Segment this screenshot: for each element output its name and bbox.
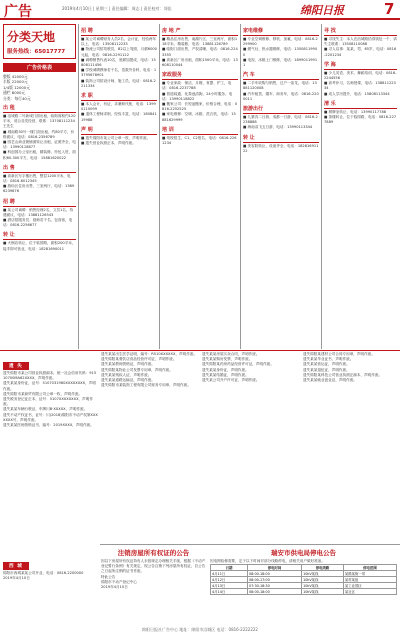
classified-ad: ■ 酒店招服务员、厨师若干名，包食宿，电话：0816-2256677 [3, 218, 73, 228]
classified-ad: ■ 遗失营业执照正本，声明作废。 [81, 141, 136, 146]
classified-ad: ■ 园艺山商业街铺面转让出租，证照齐全，电话：13990118877 [3, 140, 76, 150]
notice-entry: 遗失某某购房发票，声明作废。 [202, 357, 253, 362]
table-cell: 07:30-18:30 [247, 583, 301, 589]
category-header: 招 聘 [3, 198, 76, 207]
column-1 [3, 24, 76, 349]
divider [78, 24, 79, 349]
category-header: 清 乐 [324, 100, 397, 109]
classified-ad: ■ 高新区厂房出租，面积1500平米，电话：13608110044 [162, 57, 238, 68]
category-label: 西 城 [3, 562, 29, 570]
promo-line: 半版 22000元 [3, 79, 28, 85]
table-row [211, 589, 397, 595]
promo-line: 分类：每行40元 [3, 95, 31, 101]
classified-ad: ■ 电视、冰箱上门维修，电话：18990119911 [243, 57, 318, 68]
classified-ad: ■ 临街门面出售，产权清晰，电话：0816-2243355 [162, 47, 238, 57]
notice-entry: 遗失绵阳市某装饰工程有限公司财务专用章，声明作废。 [101, 383, 191, 388]
notice-entry: 遗失某公司开户许可证，声明作废。 [202, 378, 260, 383]
classified-ad: ■ 物流公司招驾驶员，B2以上驾照，月薪6000元起，电话：0816-2291122 [81, 47, 157, 57]
notice-title: 注销房屋所有权证的公告 [117, 549, 190, 557]
notice-line: 特此公告 [101, 574, 116, 579]
classified-ad: ■ 管道疏通、化粪池清掏，24小时服务，电话：13990118822 [162, 91, 233, 101]
notice-entry: 遗失某某出生医学证明，编号：R510XXXXXX，声明作废。 [101, 352, 198, 356]
column-3 [162, 24, 238, 349]
notice-title: 瑞安市供电局停电公告 [271, 549, 336, 557]
classified-ad: ■ 茶楼转让，位于临园路，电话：0816-2277889 [324, 115, 397, 125]
divider [159, 24, 160, 349]
category-header: 出 售 [3, 164, 76, 173]
promo-list [3, 74, 76, 101]
brand-box [3, 24, 76, 59]
promo-line: 1/4版 12000元 [3, 84, 30, 90]
table-cell: 10kV某线 [302, 583, 344, 589]
promo-line: 通栏 8000元 [3, 90, 26, 96]
classified-ad: ■ 精品住房出售，南湖片区，三室两厅，面积118平米，精装修，电话：13881126789 [162, 37, 238, 47]
category-header: 求 职 [81, 92, 157, 101]
table-header: 停电时间 [247, 565, 301, 571]
masthead: 绵阳日报 [300, 4, 344, 17]
notice-entry: 遗失某某残疾人证，声明作废。 [101, 372, 152, 377]
column-2 [81, 24, 157, 349]
classified-ad: ■ 涪城路二号新城门面出租，临街面积约120平米，适合各类经营，联系：13708111234 王先生 [3, 114, 76, 129]
table-cell: 某工业园区 [343, 583, 396, 589]
table-cell: 4月11日 [211, 571, 248, 577]
table-cell: 08:00-18:00 [247, 589, 301, 595]
classified-ad: ■ 城南路30号一楼门面出租，约80平方，价格面议，电话：0816-2356789 [3, 129, 75, 139]
page-footer: 绵阳日报社广告中心 地址：绵阳市涪城区 电话：0816-2222222 [142, 627, 258, 632]
classified-ad: ■ 诚聘销售代表10名，底薪加提成，电话：15808111456 [81, 57, 156, 68]
notice-entry: 遗失某某道路运输证，声明作废。 [101, 378, 155, 383]
notice-entry: 遗失绵阳市某公司营业执照副本，统一社会信用代码：91510700MA62XXXX，声明作废。 [3, 371, 97, 381]
classified-ad: ■ 寻找失主：本人在涪城路拾得钱包一个，请失主联系：13508110088 [324, 37, 397, 47]
category-header: 转 让 [3, 231, 76, 240]
category-header: 旅游出行 [243, 105, 319, 114]
outage-table [210, 564, 397, 595]
table-cell: 某社区 [343, 589, 396, 595]
classified-ad: ■ 二手车收购与销售，过户一条龙，电话：13881120008 [243, 81, 317, 91]
category-label: 遗 失 [3, 362, 29, 370]
classified-ad: ■ 家电维修：空调、冰箱、洗衣机，电话：15881629999 [162, 112, 236, 122]
classified-ad: ■ 专业家政：保洁、月嫂、育婴、护工，电话：0816-2237788 [162, 81, 232, 91]
category-header: 出 租 [3, 104, 76, 113]
bottom-left-line: 2019年4月10日 [3, 576, 30, 581]
notice-entry: 遗失某某房屋买卖合同，声明作废。 [202, 352, 260, 356]
lower-mid [101, 352, 199, 542]
bottom-left [3, 552, 98, 624]
notice-line: 绵阳市不动产登记中心 [101, 579, 137, 584]
header-meta: 2019年4月10日 | 星期三 | 责任编辑：周志 | 责任校对：刘佳 [62, 6, 172, 11]
classified-ad: ■ 汽车租赁，婚车、商务车，电话：0816-2200011 [243, 91, 319, 101]
classified-ad: ■ 专业空调维修、移机、加氟，电话：0816-2299900 [243, 37, 318, 47]
lower-left [3, 352, 98, 542]
category-header: 培 训 [162, 126, 238, 135]
table-cell: 10kV某线 [302, 577, 344, 583]
notice-entry: 遗失某某教师资格证，声明作废。 [101, 362, 155, 367]
divider [100, 544, 400, 545]
classified-ad: ■ 少儿英语、美术、舞蹈培训，电话：0816-2244556 [324, 70, 397, 81]
category-header: 招 聘 [81, 27, 157, 36]
notice-entry: 遗失某某毕业证书，声明作废。 [303, 357, 354, 362]
column-4 [243, 24, 319, 349]
classified-ad: ■ 驾校招生，C1、C2报名，电话：0816-2261234 [162, 135, 237, 146]
classified-ad: ■ 装饰公司招设计师、施工员，电话：0816-2211334 [81, 78, 156, 88]
classified-ad: ■ 美容院转让，设备齐全，电话：18281691122 [243, 143, 319, 153]
classified-ad: ■ 科创园办公室出租，精装修，拎包入驻，面积60-300平方，电话：15881620022 [3, 150, 76, 160]
classified-ad: ■ 学校诚聘教师若干名，语数外各科，电话：13795678901 [81, 68, 157, 78]
category-header: 寻 找 [324, 27, 397, 36]
classified-ad: ■ 海南双飞五日游，电话：13990113344 [243, 125, 313, 130]
page-header [0, 0, 400, 20]
table-cell: 某路某街一带 [343, 571, 396, 577]
section-title: 广告 [4, 4, 32, 20]
notice-housing [101, 548, 206, 624]
column-5 [324, 24, 397, 349]
section-divider [0, 350, 400, 351]
table-cell: 4月12日 [211, 577, 248, 583]
classified-ad: ■ 成人学历提升，电话：15808113344 [324, 91, 390, 96]
notice-entry: 遗失某某医师资格证书，编号：2019XXXX，声明作废。 [3, 423, 94, 428]
notice-power [210, 548, 397, 624]
brand-phone: 服务热线：65017777 [7, 49, 66, 55]
table-cell: 08:00-17:00 [247, 577, 301, 583]
notice-line: 因以下房屋所有权证持有人未按规定办理相关手续，根据《不动产登记暂行条例》有关规定，现公告注销下列房屋所有权证，自公告之日起所注销的证书作废。 [101, 559, 206, 574]
promo-title: 广告价格表 [3, 63, 76, 72]
table-cell: 08:00-18:00 [247, 571, 301, 577]
notice-entry: 遗失某某营运证，声明作废。 [303, 362, 350, 367]
classified-ad: ■ 搬家公司：长短途搬家，价格合理，电话：0816-2252525 [162, 102, 238, 112]
notice-entry: 遗失绵阳某物业公司发票专用章，声明作废。 [101, 367, 173, 372]
page-number: 7 [384, 0, 395, 18]
table-cell: 10kV某线 [302, 571, 344, 577]
category-header: 汽 车 [243, 71, 319, 80]
category-header: 声 明 [81, 126, 157, 135]
category-header: 学 海 [324, 61, 397, 70]
divider [321, 24, 322, 349]
lower-mid-2 [202, 352, 300, 542]
promo-line: 整版 42000元 [3, 74, 28, 79]
category-header: 房 地 产 [162, 27, 238, 36]
notice-entry: 遗失某某身份证，证号：5107031980XXXXXXXX，声明作废。 [3, 381, 96, 391]
classified-ad: ■ 九寨沟二日游、成都一日游，电话：0816-2238888 [243, 115, 318, 125]
classified-ad: ■ 退休工程师求职，经验丰富，电话：18084119988 [81, 112, 157, 122]
bottom-left-line: 绵阳市西城某某公司开业，电话：0816-2200000 [3, 571, 84, 575]
notice-line: 2019年4月10日 [101, 585, 128, 590]
notice-entry: 遗失绵阳某药房药品经营许可证，声明作废。 [202, 362, 274, 367]
classified-ad: ■ 燃气灶、热水器维修，电话：13508119900 [243, 47, 318, 57]
classified-ad: ■ 棋牌室转让，电话：13990117788 [324, 109, 387, 114]
column-1-sections [3, 104, 76, 252]
notice-entry: 遗失绵阳市某商贸有限公司公章一枚，声明作废。 [3, 391, 83, 396]
table-header: 停电线路 [302, 565, 344, 571]
table-cell: 某村某组 [343, 577, 396, 583]
notice-entry: 遗失税务登记证正本，证号：5107XXXXXXXX，声明作废。 [3, 397, 93, 407]
table-header: 日期 [211, 565, 248, 571]
notice-entry: 遗失某某车辆行驶证，车牌川B·XXXXX，声明作废。 [3, 407, 88, 412]
lower-right [303, 352, 397, 542]
notice-entry: 遗失绵阳某建材公司合同专用章，声明作废。 [303, 352, 375, 356]
notice-entry: 遗失某某身份证，声明作废。 [202, 367, 249, 372]
table-header: 停电范围 [343, 565, 396, 571]
brand-title: 分类天地 [7, 30, 56, 44]
notice-entry: 遗失绵阳某科技公司营业执照正副本，声明作废。 [303, 372, 383, 377]
classified-ad: ■ 高新区写字楼出售，整层1200平米，电话：0816-6012345 [3, 173, 71, 184]
classified-ad: ■ 遗失绵阳市某公司公章一枚，声明作废。 [81, 135, 151, 140]
table-cell: 4月13日 [211, 583, 248, 589]
category-header: 转 让 [243, 134, 319, 143]
table-cell: 4月14日 [211, 589, 248, 595]
classified-ad: ■ 寻人启事：某某，男，65岁，电话：0816-2201234 [324, 47, 397, 57]
table-cell: 10kV某线 [302, 589, 344, 595]
divider [240, 24, 241, 349]
notice-intro: 因电网检修需要，定于以下时间对部分线路停电，请相关用户做好准备。 [210, 559, 325, 563]
classified-ad: ■ 某公司诚聘：销售经理2名，文员1名，待遇面议，电话：13881126543 [3, 207, 74, 217]
category-header: 家政服务 [162, 71, 238, 80]
notice-entry: 遗失某某就业创业证，声明作废。 [303, 378, 357, 383]
notice-entry: 遗失不动产权证书，证号：川(2018)绵阳市不动产权第XXXXXXX号，声明作废。 [3, 412, 98, 422]
classified-ad: ■ 火锅店转让，位于临园路，面积200平米，接手即可营业，电话：18281690011 [3, 241, 76, 251]
notice-entry: 遗失某某退伍证，声明作废。 [303, 367, 350, 372]
classified-ad: ■ 高考补习，名师授课，电话：13881122334 [324, 81, 396, 91]
classified-ad: ■ 某公司诚聘财务人员2名，会计证，经验两年以上，电话：13508112233 [81, 37, 157, 47]
notice-entry: 遗失绵阳某餐饮店食品经营许可证，声明作废。 [101, 357, 177, 362]
notice-entry: 遗失某某结婚证，声明作废。 [202, 372, 249, 377]
classified-ad: ■ 本人会计，有证，求兼职代账，电话：13990110099 [81, 102, 156, 112]
category-header: 家电维修 [243, 27, 319, 36]
classified-ad: ■ 游仙区住房出售，三室两厅，电话：13696239876 [3, 184, 75, 194]
